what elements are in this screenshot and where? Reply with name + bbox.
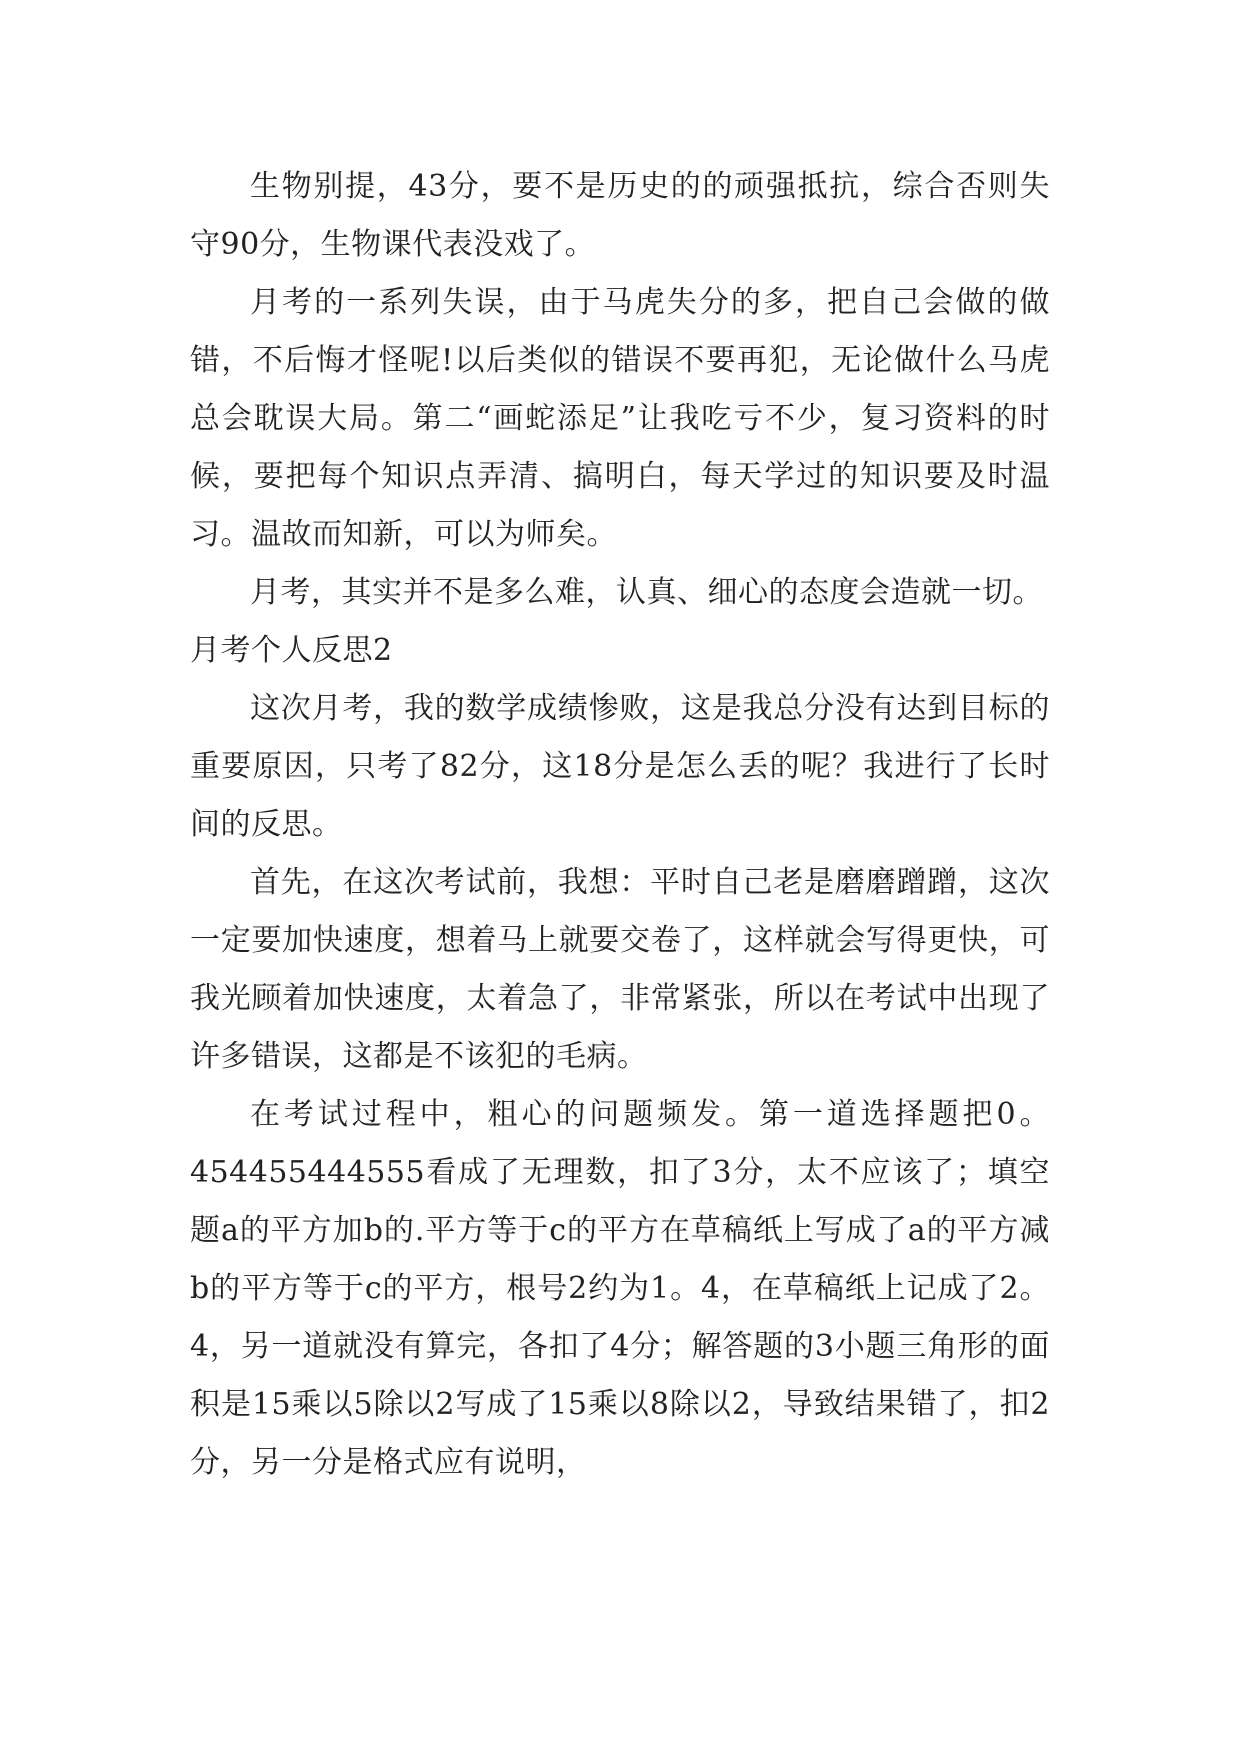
paragraph-mistakes: 月考的一系列失误，由于马虎失分的多，把自己会做的做错，不后悔才怪呢!以后类似的错误不要再犯，无论做什么马虎总会耽误大局。第二“画蛇添足”让我吃亏不少，复习资料的时候，要把每个知识点弄清、搞明白，每天学过的知识要及时温习。温故而知新，可以为师矣。 <box>190 285 1050 552</box>
section-heading: 月考个人反思2 <box>190 633 393 668</box>
paragraph-before-exam: 首先，在这次考试前，我想：平时自己老是磨磨蹭蹭，这次一定要加快速度，想着马上就要交卷了，这样就会写得更快，可我光顾着加快速度，太着急了，非常紧张，所以在考试中出现了许多错误，这都是不该犯的毛病。 <box>190 865 1050 1074</box>
paragraph-math-score: 这次月考，我的数学成绩惨败，这是我总分没有达到目标的重要原因，只考了82分，这18分是怎么丢的呢？我进行了长时间的反思。 <box>190 691 1050 842</box>
document-body <box>190 158 1050 1492</box>
paragraph-biology-score: 生物别提，43分，要不是历史的的顽强抵抗，综合否则失守90分，生物课代表没戏了。 <box>190 169 1050 262</box>
paragraph-careless-errors: 在考试过程中，粗心的问题频发。第一道选择题把0。454455444555看成了无理数，扣了3分，太不应该了；填空题a的平方加b的.平方等于c的平方在草稿纸上写成了a的平方减b的平方等于c的平方，根号2约为1。4，在草稿纸上记成了2。4，另一道就没有算完，各扣了4分；解答题的3小题三角形的面积是15乘以5除以2写成了15乘以8除以2，导致结果错了，扣2分，另一分是格式应有说明， <box>190 1097 1050 1480</box>
paragraph-conclusion: 月考，其实并不是多么难，认真、细心的态度会造就一切。 <box>250 575 1043 610</box>
